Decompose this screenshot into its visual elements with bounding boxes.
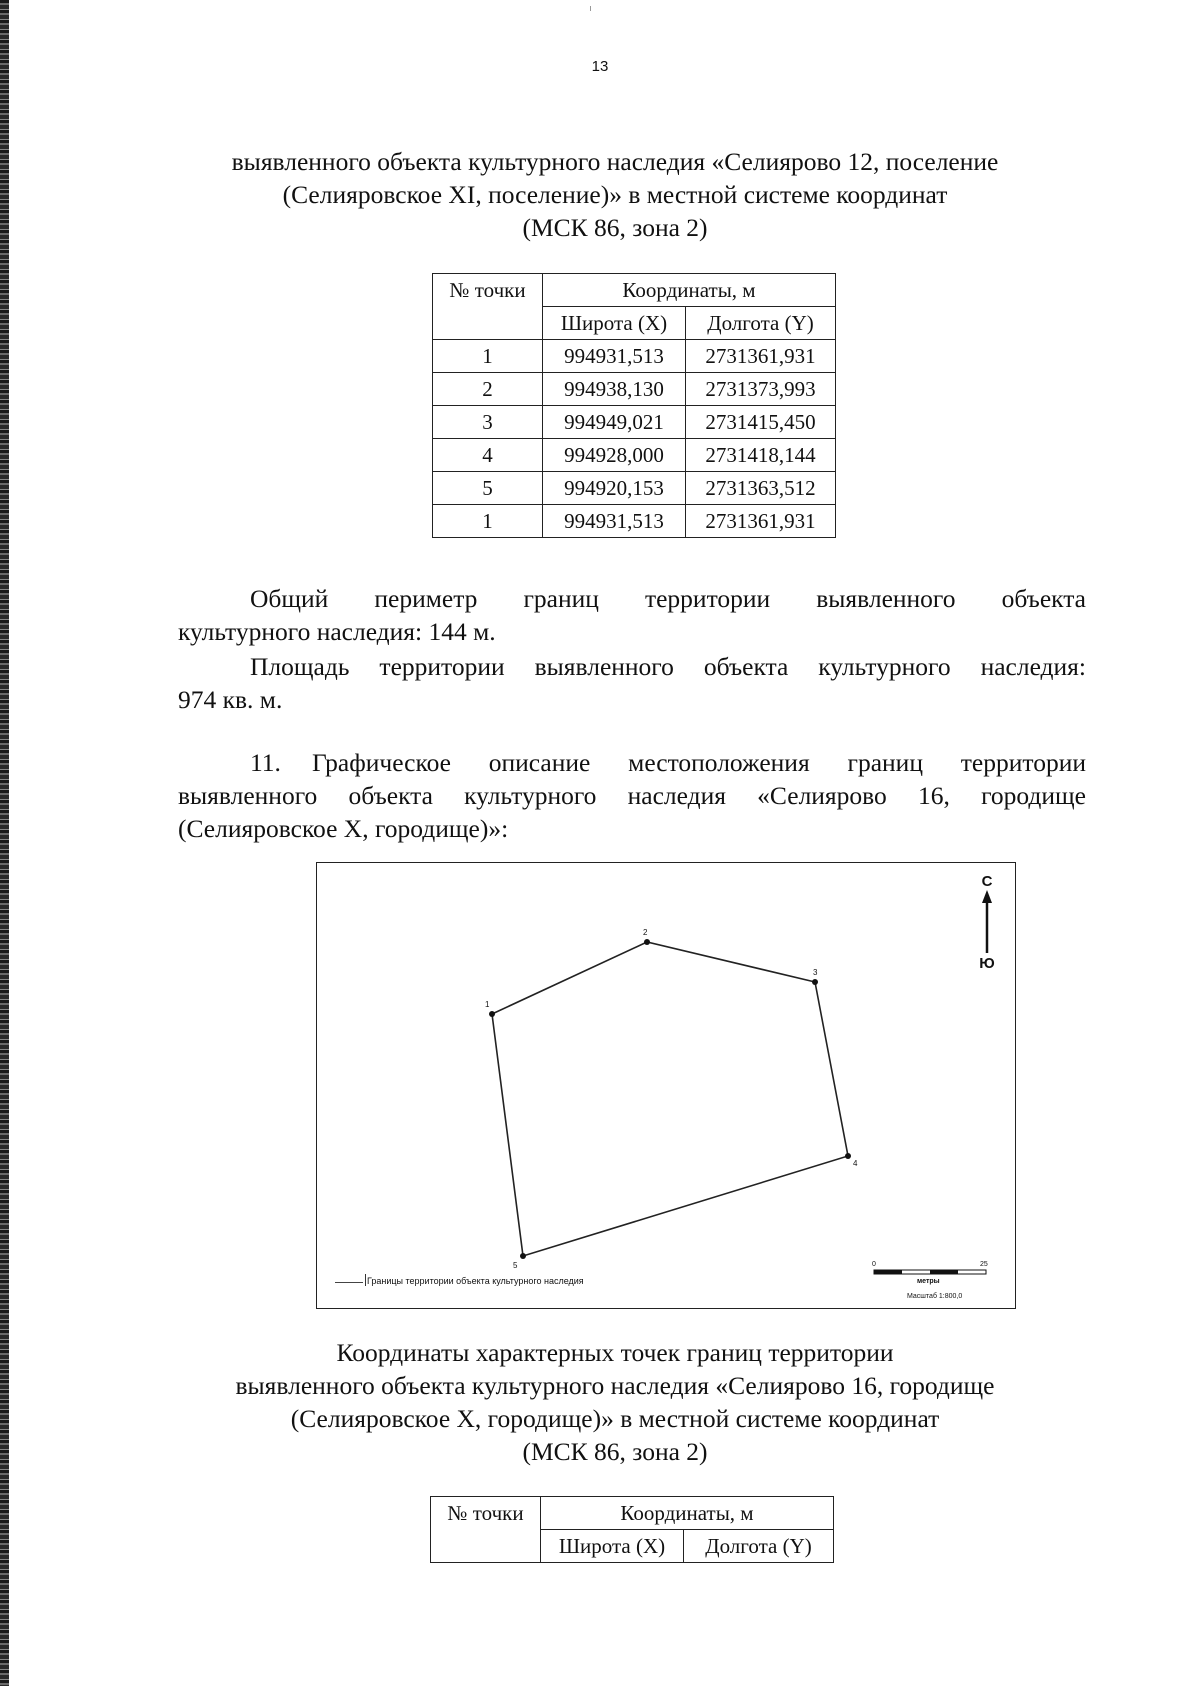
caption-line: выявленного объекта культурного наследия «Селиярово 16, городище [235,1371,995,1400]
point-label: 3 [813,968,818,977]
scan-edge [0,0,9,1686]
boundary-point [489,1011,495,1017]
cell-y: 2731373,993 [686,373,836,406]
boundary-point [644,939,650,945]
table-row [433,340,836,373]
header-y: Долгота (Y) [684,1530,834,1563]
boundary-map [316,862,1016,1309]
coordinates-table-1 [432,273,836,538]
cell-x: 994949,021 [543,406,686,439]
section-number: 11. [250,748,281,777]
section-heading-text: Графическое описание местоположения границ территории [312,748,1086,777]
legend-separator [365,1274,366,1286]
justified-line [178,582,1086,615]
table-row [433,373,836,406]
caption-line: (Селияровское XI, поселение)» в местной системе координат [282,180,948,209]
cell-x: 994928,000 [543,439,686,472]
scan-mark [590,6,591,11]
area-value-line: 974 кв. м. [178,685,283,714]
section-line: (Селияровское X, городище)»: [178,814,509,843]
boundary-point [812,979,818,985]
word: границ [523,584,599,613]
header-point: № точки [431,1497,541,1563]
caption-line: Координаты характерных точек границ территории [336,1338,894,1367]
table2-caption [150,1336,1080,1468]
caption-line: (Селияровское X, городище)» в местной системе координат [290,1404,940,1433]
word: периметр [374,584,478,613]
cell-y: 2731418,144 [686,439,836,472]
scale-unit: метры [917,1278,940,1285]
cell-x: 994931,513 [543,505,686,538]
cell-point: 1 [433,505,543,538]
point-label: 2 [643,928,648,937]
point-label: 4 [853,1159,858,1168]
boundary-polygon [492,942,848,1256]
header-coordinates: Координаты, м [543,274,836,307]
header-coordinates: Координаты, м [541,1497,834,1530]
point-label: 5 [513,1261,518,1270]
boundary-polygon-svg [317,863,1017,1310]
cell-point: 2 [433,373,543,406]
header-x: Широта (X) [541,1530,684,1563]
cell-y: 2731361,931 [686,505,836,538]
scale-bar-segment [930,1270,958,1274]
table-header-row [433,274,836,307]
south-label: Ю [979,955,995,972]
section-11-paragraph [178,746,1086,845]
scale-bar-segment [874,1270,902,1274]
caption-line: (МСК 86, зона 2) [522,213,708,242]
north-indicator [975,873,999,973]
header-y: Долгота (Y) [686,307,836,340]
north-label: С [981,873,993,890]
cell-x: 994938,130 [543,373,686,406]
cell-point: 1 [433,340,543,373]
section-line: выявленного объекта культурного наследия «Селиярово 16, городище [178,781,1086,810]
cell-point: 3 [433,406,543,439]
point-label: 1 [485,1000,490,1009]
legend-text: Границы территории объекта культурного наследия [367,1276,584,1286]
scale-text: Масштаб 1:800,0 [907,1293,963,1300]
scale-end: 25 [980,1261,988,1268]
area-paragraph [178,650,1086,716]
cell-y: 2731363,512 [686,472,836,505]
section-heading-line [178,746,1086,779]
table-row [433,439,836,472]
word: выявленного [816,584,956,613]
boundary-point [845,1153,851,1159]
legend-line-sample [335,1282,363,1283]
table-row [433,472,836,505]
table1-caption [150,145,1080,244]
cell-point: 5 [433,472,543,505]
word: Общий [250,584,329,613]
table-row [433,406,836,439]
scale-zero: 0 [872,1261,876,1268]
table-header-row [431,1497,834,1530]
cell-y: 2731361,931 [686,340,836,373]
word: территории [644,584,771,613]
boundary-point [520,1253,526,1259]
perimeter-value-line: культурного наследия: 144 м. [178,617,496,646]
cell-x: 994920,153 [543,472,686,505]
header-point: № точки [433,274,543,340]
page-number: 13 [591,58,609,75]
cell-point: 4 [433,439,543,472]
coordinates-table-2 [430,1496,834,1563]
area-line: Площадь территории выявленного объекта культурного наследия: [250,652,1086,681]
perimeter-paragraph [178,582,1086,648]
header-x: Широта (X) [543,307,686,340]
word: объекта [1001,584,1086,613]
table-row [433,505,836,538]
caption-line: (МСК 86, зона 2) [522,1437,708,1466]
cell-y: 2731415,450 [686,406,836,439]
cell-x: 994931,513 [543,340,686,373]
caption-line: выявленного объекта культурного наследия «Селиярово 12, поселение [231,147,999,176]
